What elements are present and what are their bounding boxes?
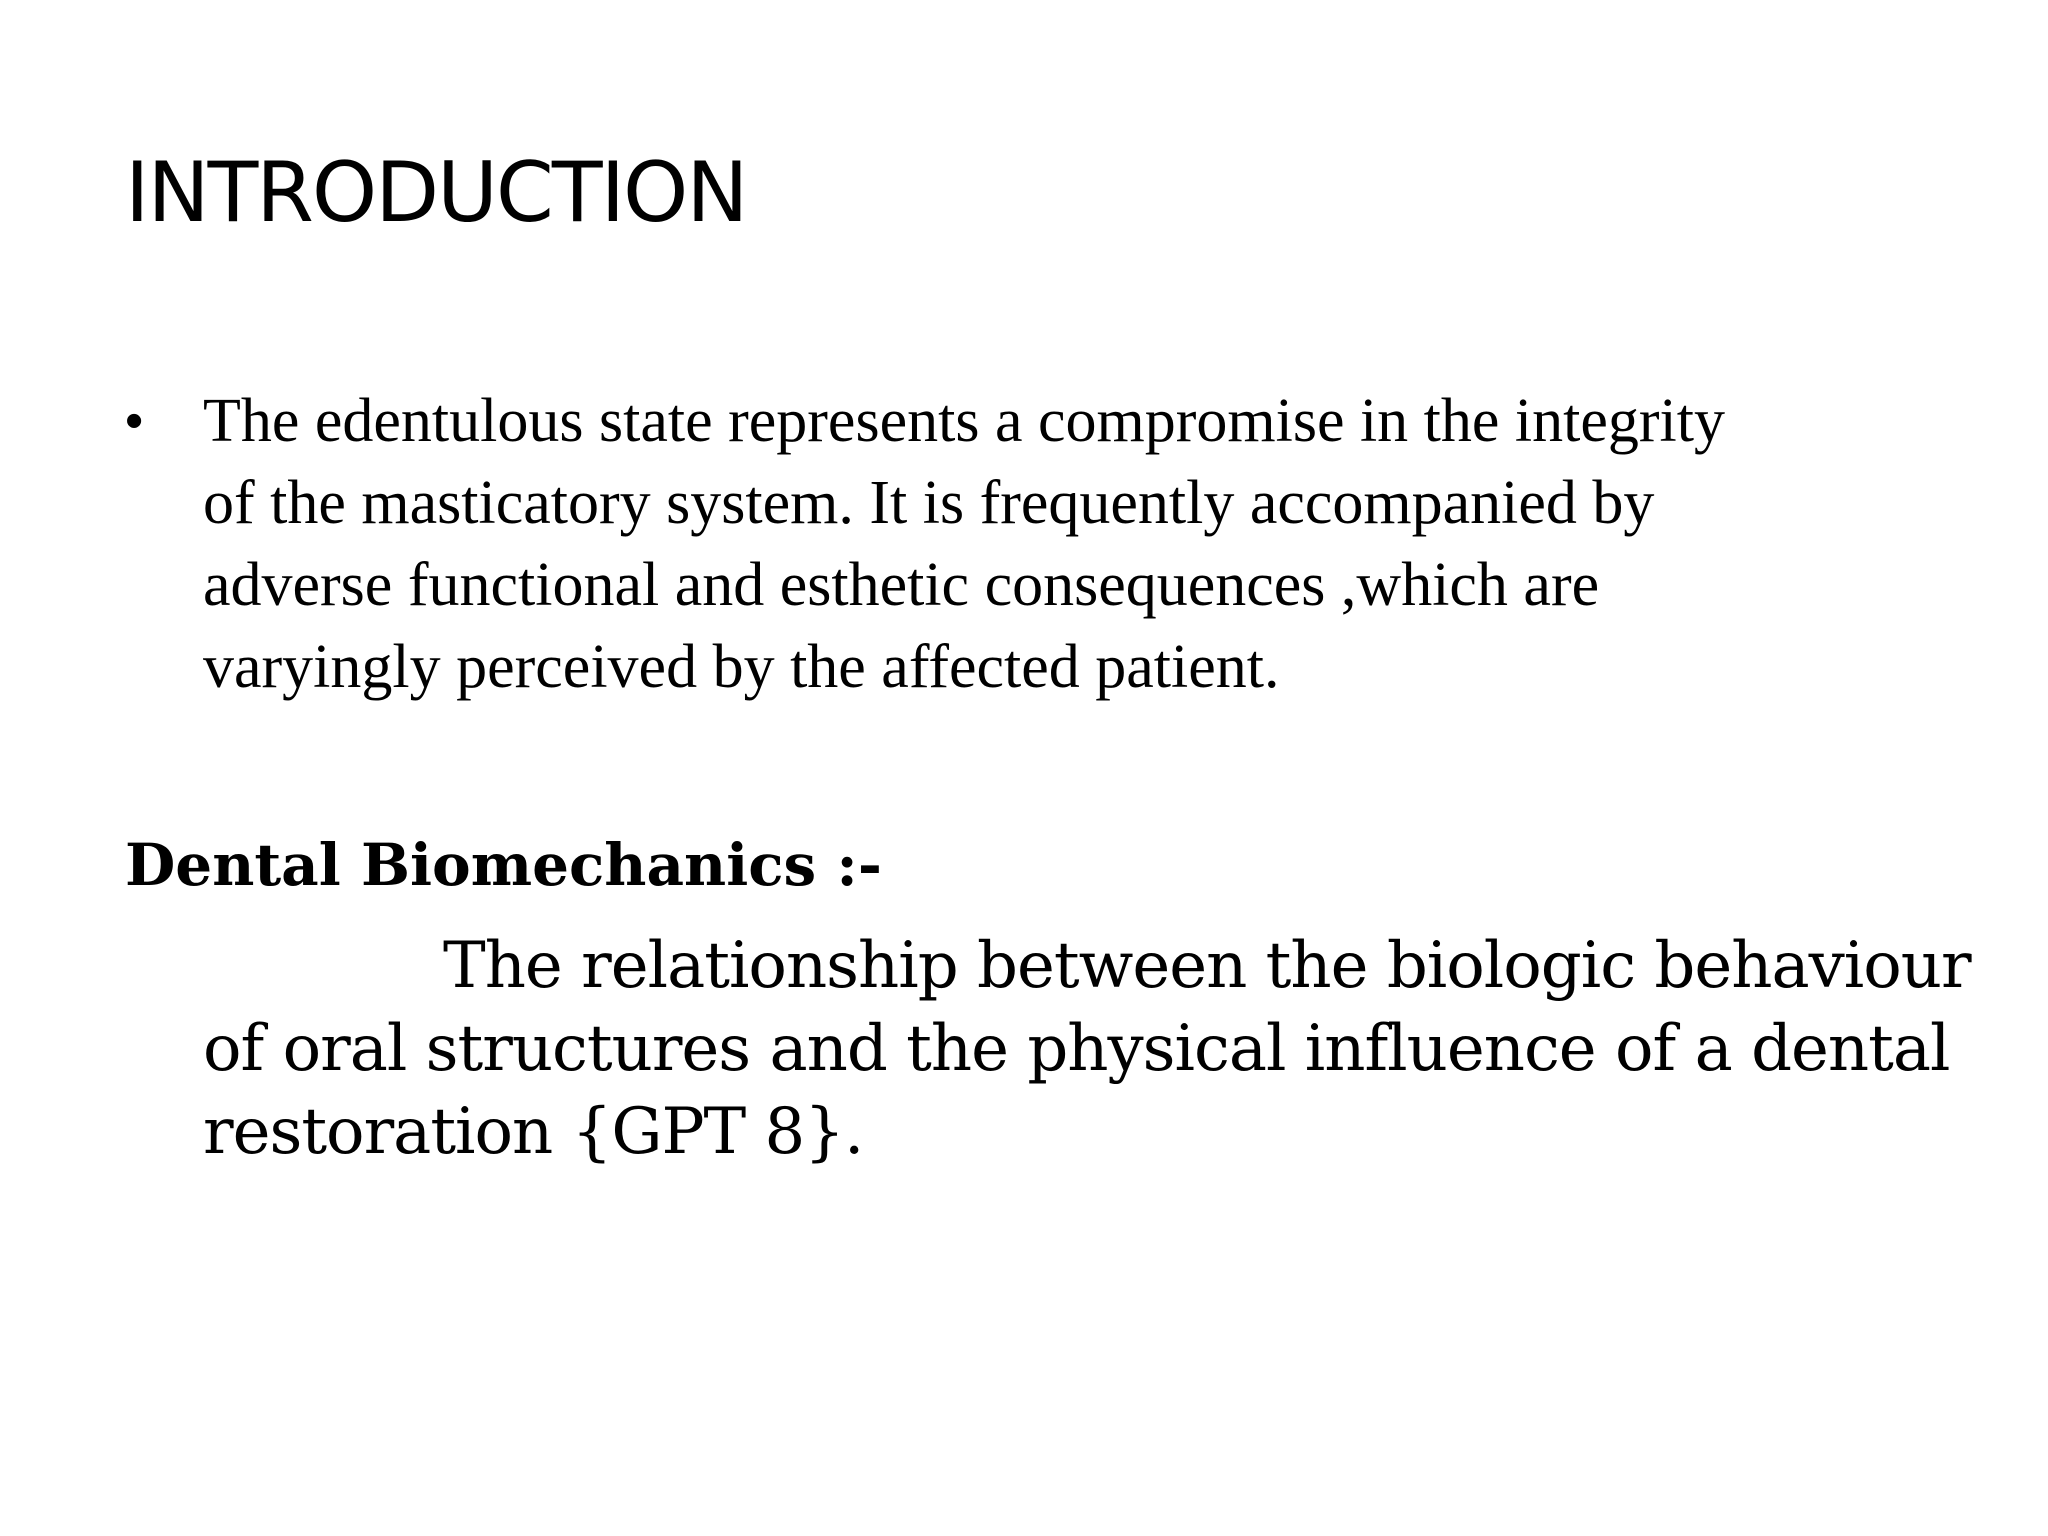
bullet-item: [125, 380, 2005, 708]
definition-line: of oral structures and the physical influence of a dental: [203, 1012, 1950, 1086]
definition-text: [203, 925, 2003, 1174]
section-heading: Dental Biomechanics :-: [125, 831, 882, 899]
definition-line: The relationship between the biologic behaviour: [443, 929, 1971, 1003]
bullet-line: of the masticatory system. It is frequently accompanied by: [203, 469, 1655, 537]
bullet-marker: •: [125, 392, 144, 450]
slide-title: INTRODUCTION: [125, 144, 747, 241]
bullet-text: [203, 380, 2023, 708]
definition-line: restoration {GPT 8}.: [203, 1095, 864, 1169]
bullet-line: The edentulous state represents a compromise in the integrity: [203, 387, 1725, 455]
bullet-line: varyingly perceived by the affected patient.: [203, 633, 1280, 701]
bullet-line: adverse functional and esthetic consequences ,which are: [203, 551, 1600, 619]
